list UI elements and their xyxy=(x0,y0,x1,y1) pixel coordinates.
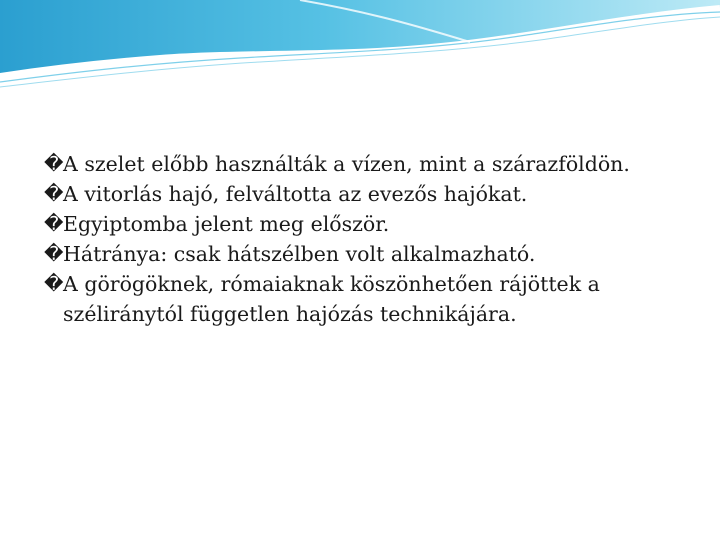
bullet-text: Hátránya: csak hátszélben volt alkalmazható. xyxy=(63,242,536,266)
bullet-marker-icon: � xyxy=(44,183,64,205)
bullet-marker-icon: � xyxy=(44,273,64,295)
bullet-item xyxy=(44,269,673,329)
bullet-text: A görögöknek, rómaiaknak köszönhetően rájöttek a széliránytól független hajózás technikájára. xyxy=(63,272,600,326)
bullet-text: Egyiptomba jelent meg először. xyxy=(63,212,390,236)
bullet-text: A szelet előbb használták a vízen, mint a szárazföldön. xyxy=(63,152,630,176)
bullet-marker-icon: � xyxy=(44,213,64,235)
header-wave-decoration xyxy=(0,0,720,95)
bullet-item xyxy=(44,179,704,209)
bullet-marker-icon: � xyxy=(44,153,64,175)
bullet-item xyxy=(44,209,704,239)
bullet-text: A vitorlás hajó, felváltotta az evezős hajókat. xyxy=(63,182,528,206)
bullet-list xyxy=(44,149,704,329)
bullet-item xyxy=(44,149,704,179)
bullet-marker-icon: � xyxy=(44,243,64,265)
bullet-item xyxy=(44,239,704,269)
